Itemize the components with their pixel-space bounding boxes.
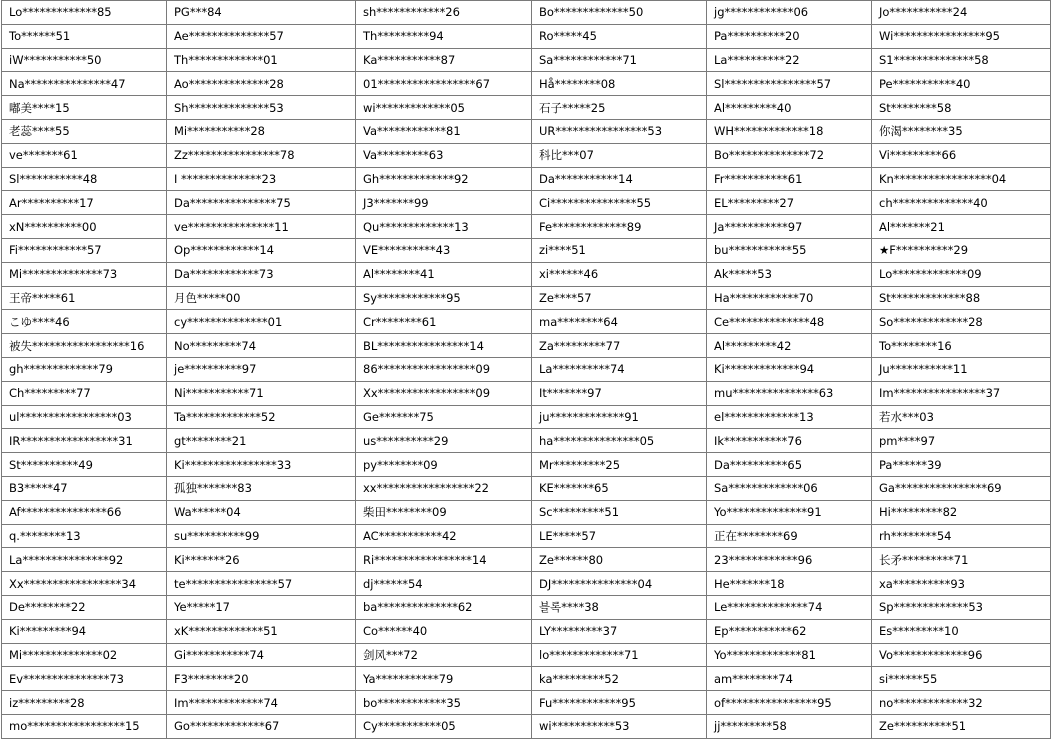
table-cell: 23************96 [707,548,872,572]
table-cell: St*************88 [872,286,1051,310]
table-cell: ma********64 [532,310,707,334]
table-cell: zi****51 [532,238,707,262]
table-cell: wi***********53 [532,714,707,738]
table-cell: Sy************95 [356,286,532,310]
table-cell: Ev***************73 [2,667,167,691]
table-cell: je**********97 [167,357,356,381]
table-cell: Ki*********94 [2,619,167,643]
table-cell: Zz****************78 [167,143,356,167]
table-cell: Al*********42 [707,334,872,358]
table-cell: am********74 [707,667,872,691]
table-cell: Ze****57 [532,286,707,310]
table-cell: Vi*********66 [872,143,1051,167]
table-cell: q.********13 [2,524,167,548]
table-cell: EL*********27 [707,191,872,215]
table-cell: Le**************74 [707,595,872,619]
table-cell: LY*********37 [532,619,707,643]
table-cell: xN**********00 [2,215,167,239]
table-row [2,429,1051,453]
table-cell: bu***********55 [707,238,872,262]
table-cell: 柴田********09 [356,500,532,524]
table-row [2,48,1051,72]
table-row [2,381,1051,405]
table-cell: jg************06 [707,1,872,25]
table-cell: Sl***********48 [2,167,167,191]
table-cell: Ya***********79 [356,667,532,691]
table-cell: ju*************91 [532,405,707,429]
table-cell: F3********20 [167,667,356,691]
table-cell: Ze******80 [532,548,707,572]
table-row [2,1,1051,25]
table-cell: Ki*******26 [167,548,356,572]
table-cell: xK*************51 [167,619,356,643]
table-cell: Sa*************06 [707,476,872,500]
table-cell: 86*****************09 [356,357,532,381]
table-cell: 正在********69 [707,524,872,548]
table-cell: Gh*************92 [356,167,532,191]
table-cell: ch**************40 [872,191,1051,215]
table-cell: jj*********58 [707,714,872,738]
table-cell: Qu*************13 [356,215,532,239]
table-cell: No*********74 [167,334,356,358]
table-cell: 孤独*******83 [167,476,356,500]
table-cell: Sl****************57 [707,72,872,96]
table-cell: Ja***********97 [707,215,872,239]
table-cell: Sa************71 [532,48,707,72]
table-cell: mo*****************15 [2,714,167,738]
table-cell: B3*****47 [2,476,167,500]
table-row [2,334,1051,358]
table-cell: Go*************67 [167,714,356,738]
table-cell: Es*********10 [872,619,1051,643]
table-cell: Kn*****************04 [872,167,1051,191]
table-cell: Op************14 [167,238,356,262]
table-cell: su**********99 [167,524,356,548]
table-cell: of****************95 [707,691,872,715]
table-cell: 若水***03 [872,405,1051,429]
table-cell: ★F**********29 [872,238,1051,262]
table-cell: Bo*************50 [532,1,707,25]
table-cell: Ae**************57 [167,24,356,48]
table-cell: Cr********61 [356,310,532,334]
table-cell: Mr*********25 [532,453,707,477]
table-cell: pm****97 [872,429,1051,453]
table-cell: 长矛*********71 [872,548,1051,572]
table-row [2,167,1051,191]
table-cell: ka*********52 [532,667,707,691]
table-cell: mu***************63 [707,381,872,405]
table-cell: DJ***************04 [532,572,707,596]
table-cell: Xx*****************34 [2,572,167,596]
table-row [2,72,1051,96]
table-row [2,96,1051,120]
table-cell: 月色*****00 [167,286,356,310]
table-cell: Ak*****53 [707,262,872,286]
table-cell: Lo*************85 [2,1,167,25]
table-row [2,548,1051,572]
table-cell: Ze**********51 [872,714,1051,738]
table-row [2,667,1051,691]
table-cell: Pa******39 [872,453,1051,477]
table-cell: Ar**********17 [2,191,167,215]
table-cell: Ka***********87 [356,48,532,72]
table-cell: Gi***********74 [167,643,356,667]
table-cell: Za*********77 [532,334,707,358]
table-cell: 王帝*****61 [2,286,167,310]
table-cell: el*************13 [707,405,872,429]
table-cell: He*******18 [707,572,872,596]
table-cell: Hi*********82 [872,500,1051,524]
table-cell: iz*********28 [2,691,167,715]
table-cell: Ro*****45 [532,24,707,48]
table-cell: Ch*********77 [2,381,167,405]
table-cell: IR*****************31 [2,429,167,453]
table-row [2,524,1051,548]
table-cell: PG***84 [167,1,356,25]
table-cell: no*************32 [872,691,1051,715]
table-cell: Ye*****17 [167,595,356,619]
table-cell: Da***********14 [532,167,707,191]
masked-names-table [1,0,1051,739]
table-row [2,572,1051,596]
table-cell: Ga****************69 [872,476,1051,500]
table-cell: Fr***********61 [707,167,872,191]
table-row [2,357,1051,381]
table-cell: Da**********65 [707,453,872,477]
table-cell: Th*************01 [167,48,356,72]
table-cell: ul*****************03 [2,405,167,429]
table-cell: Cy***********05 [356,714,532,738]
table-cell: Mi***********28 [167,119,356,143]
table-cell: Ge*******75 [356,405,532,429]
table-cell: Bo**************72 [707,143,872,167]
table-cell: xi******46 [532,262,707,286]
table-cell: Ao**************28 [167,72,356,96]
table-row [2,476,1051,500]
table-cell: rh********54 [872,524,1051,548]
table-cell: To******51 [2,24,167,48]
table-cell: 被失*****************16 [2,334,167,358]
table-cell: us**********29 [356,429,532,453]
table-cell: Ci***************55 [532,191,707,215]
table-row [2,215,1051,239]
table-row [2,714,1051,738]
table-cell: J3*******99 [356,191,532,215]
table-cell: I **************23 [167,167,356,191]
table-cell: Im*************74 [167,691,356,715]
table-cell: sh************26 [356,1,532,25]
table-cell: Fi************57 [2,238,167,262]
table-row [2,691,1051,715]
table-cell: lo*************71 [532,643,707,667]
table-body [2,1,1051,739]
table-cell: xx*****************22 [356,476,532,500]
table-cell: py********09 [356,453,532,477]
table-cell: Ep***********62 [707,619,872,643]
table-cell: Mi**************73 [2,262,167,286]
table-row [2,286,1051,310]
table-cell: Yo*************81 [707,643,872,667]
table-cell: Th*********94 [356,24,532,48]
table-cell: Ri*****************14 [356,548,532,572]
table-cell: dj******54 [356,572,532,596]
table-cell: Ki*************94 [707,357,872,381]
table-cell: KE*******65 [532,476,707,500]
table-cell: St********58 [872,96,1051,120]
table-cell: To********16 [872,334,1051,358]
table-cell: Ta*************52 [167,405,356,429]
table-row [2,405,1051,429]
table-row [2,143,1051,167]
table-cell: te****************57 [167,572,356,596]
table-row [2,310,1051,334]
table-cell: La**********74 [532,357,707,381]
table-cell: Sh**************53 [167,96,356,120]
table-cell: 嘟美****15 [2,96,167,120]
table-cell: VE**********43 [356,238,532,262]
table-cell: AC***********42 [356,524,532,548]
table-cell: Va*********63 [356,143,532,167]
table-cell: Al*******21 [872,215,1051,239]
table-row [2,119,1051,143]
table-cell: xa**********93 [872,572,1051,596]
table-cell: wi*************05 [356,96,532,120]
table-cell: Pa**********20 [707,24,872,48]
table-cell: si******55 [872,667,1051,691]
table-cell: Vo*************96 [872,643,1051,667]
table-cell: WH*************18 [707,119,872,143]
table-cell: Da************73 [167,262,356,286]
table-cell: Wa******04 [167,500,356,524]
table-cell: De********22 [2,595,167,619]
table-cell: BL****************14 [356,334,532,358]
table-cell: 石子*****25 [532,96,707,120]
table-cell: Im****************37 [872,381,1051,405]
table-row [2,191,1051,215]
table-cell: Jo***********24 [872,1,1051,25]
table-cell: gt********21 [167,429,356,453]
table-cell: Xx*****************09 [356,381,532,405]
table-row [2,595,1051,619]
table-cell: 剑风***72 [356,643,532,667]
table-cell: Lo*************09 [872,262,1051,286]
table-cell: 블록****38 [532,595,707,619]
table-cell: Va************81 [356,119,532,143]
table-cell: 你渴********35 [872,119,1051,143]
table-cell: Ki****************33 [167,453,356,477]
table-cell: こゆ****46 [2,310,167,334]
table-cell: bo************35 [356,691,532,715]
table-cell: Sc*********51 [532,500,707,524]
table-cell: Al********41 [356,262,532,286]
table-row [2,500,1051,524]
table-row [2,24,1051,48]
table-cell: ba**************62 [356,595,532,619]
table-row [2,453,1051,477]
table-cell: UR****************53 [532,119,707,143]
table-cell: Na***************47 [2,72,167,96]
table-cell: 科比***07 [532,143,707,167]
table-cell: Ju***********11 [872,357,1051,381]
table-row [2,262,1051,286]
table-cell: LE*****57 [532,524,707,548]
table-cell: iW***********50 [2,48,167,72]
table-cell: Hå********08 [532,72,707,96]
table-cell: Ce**************48 [707,310,872,334]
table-cell: Co******40 [356,619,532,643]
table-cell: La**********22 [707,48,872,72]
table-cell: Fu************95 [532,691,707,715]
table-cell: Sp*************53 [872,595,1051,619]
table-cell: So*************28 [872,310,1051,334]
table-cell: Ha************70 [707,286,872,310]
table-cell: La***************92 [2,548,167,572]
table-cell: 01*****************67 [356,72,532,96]
table-row [2,619,1051,643]
table-cell: Da***************75 [167,191,356,215]
table-cell: Mi**************02 [2,643,167,667]
table-cell: 老蕊****55 [2,119,167,143]
table-cell: St**********49 [2,453,167,477]
table-cell: gh*************79 [2,357,167,381]
table-cell: It*******97 [532,381,707,405]
table-cell: Al*********40 [707,96,872,120]
table-cell: Fe*************89 [532,215,707,239]
table-cell: Ik***********76 [707,429,872,453]
table-cell: Ni***********71 [167,381,356,405]
table-cell: Wi****************95 [872,24,1051,48]
table-cell: Yo**************91 [707,500,872,524]
table-cell: ve***************11 [167,215,356,239]
table-row [2,643,1051,667]
table-row [2,238,1051,262]
table-cell: cy**************01 [167,310,356,334]
table-cell: ve*******61 [2,143,167,167]
table-cell: Af***************66 [2,500,167,524]
table-cell: S1**************58 [872,48,1051,72]
table-cell: Pe***********40 [872,72,1051,96]
table-cell: ha***************05 [532,429,707,453]
